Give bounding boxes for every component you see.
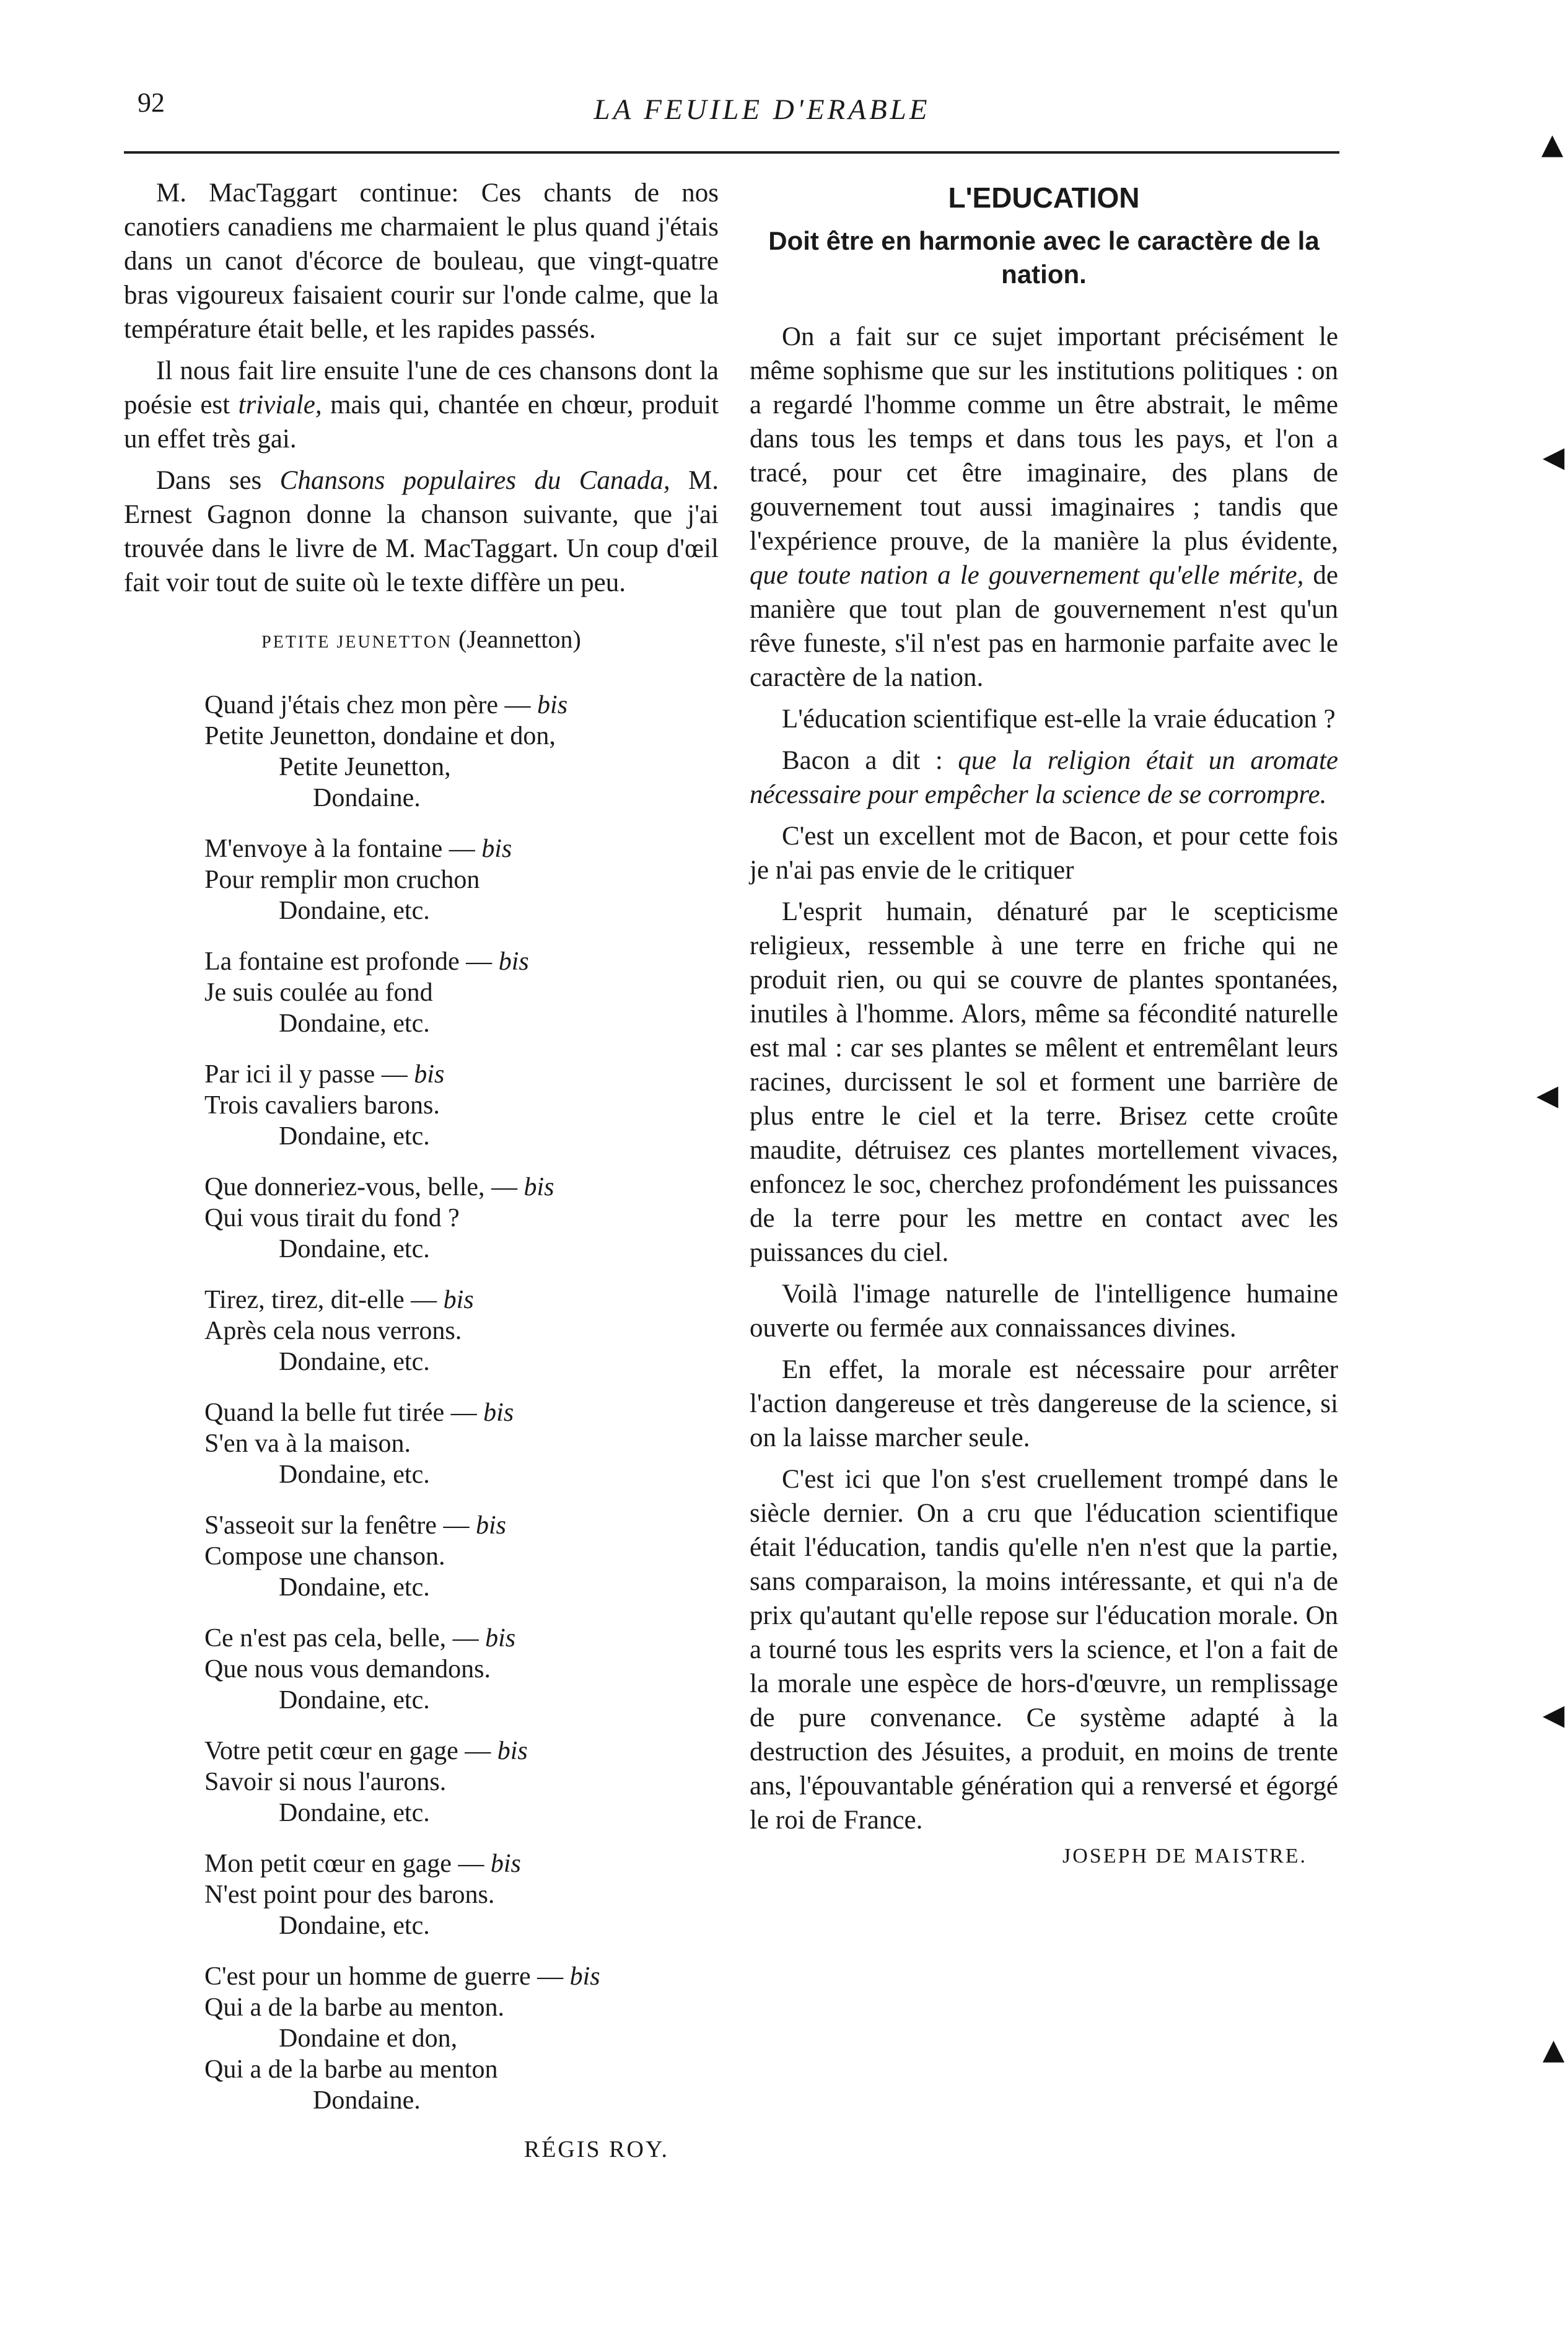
stanza: Quand j'étais chez mon père — bis Petite Jeunetton, dondaine et don, Petite Jeunetton, Dondaine. (204, 691, 568, 812)
page-number: 92 (138, 87, 165, 118)
paragraph: C'est ici que l'on s'est cruellement trompé dans le siècle dernier. On a cru que l'éducation scientifique était l'éducation, tandis qu'elle n'en n'est que la partie, sans comparaison, la moins intéressante, et qui n'a de prix qu'autant qu'elle repose sur l'éducation morale. On a tourné tous les esprits vers la science, et l'on a fait de la morale une espèce de hors-d'œuvre, un remplissage de pure convenance. Ce système adapté à la destruction des Jésuites, a produit, en moins de trente ans, l'épouvantable génération qui a renversé et égorgé le roi de France. (750, 1465, 1338, 1835)
scan-mark-icon: ▲ (1543, 2032, 1565, 2066)
paragraph: L'esprit humain, dénaturé par le scepticisme religieux, ressemble à une terre en friche qui ne produit rien, ou qui se couvre de plantes spontanées, inutiles à l'homme. Alors, même sa fécondité naturelle est mal : car ses plantes se mêlent et entremêlant leurs racines, durcissent le sol et forment une barrière de plus entre le ciel et la terre. Brisez cette croûte maudite, détruisez ces plantes mortellement vivaces, enfoncez le soc, cherchez profondément les puissances de la terre pour les mettre en contact avec les puissances du ciel. (750, 897, 1338, 1267)
stanza: Tirez, tirez, dit-elle — bis Après cela nous verrons. Dondaine, etc. (204, 1286, 474, 1376)
signature: RÉGIS ROY. (523, 2136, 669, 2162)
paragraph: Dans ses Chansons populaires du Canada, M. Ernest Gagnon donne la chanson suivante, que j'ai trouvée dans le livre de M. MacTaggart. Un coup d'œil fait voir tout de suite où le texte diffère un peu. (124, 466, 719, 597)
stanza: M'envoye à la fontaine — bis Pour remplir mon cruchon Dondaine, etc. (204, 835, 512, 925)
running-title: LA FEUILE D'ERABLE (593, 94, 931, 126)
paragraph: L'éducation scientifique est-elle la vraie éducation ? (782, 705, 1336, 734)
article-title: L'EDUCATION (948, 182, 1140, 214)
paragraph: M. MacTaggart continue: Ces chants de nos canotiers canadiens me charmaient le plus quand j'étais dans un canot d'écorce de bouleau, que vingt-quatre bras vigoureux faisaient courir sur l'onde calme, que la température était belle, et les rapides passés. (124, 178, 719, 344)
header-rule (124, 151, 1339, 154)
article-subtitle: Doit être en harmonie avec le caractère de la nation. (768, 226, 1320, 289)
stanza: Par ici il y passe — bis Trois cavaliers barons. Dondaine, etc. (204, 1060, 445, 1151)
paragraph: Il nous fait lire ensuite l'une de ces chansons dont la poésie est triviale, mais qui, chantée en chœur, produit un effet très gai. (124, 356, 719, 454)
scan-mark-icon: ◀ (1543, 440, 1565, 473)
paragraph: En effet, la morale est nécessaire pour arrêter l'action dangereuse et très dangereuse de la science, si on la laisse marcher seule. (750, 1355, 1338, 1452)
stanza: S'asseoit sur la fenêtre — bis Compose une chanson. Dondaine, etc. (204, 1511, 506, 1602)
left-column (124, 176, 719, 2163)
paragraph: Voilà l'image naturelle de l'intelligence humaine ouverte ou fermée aux connaissances divines. (750, 1280, 1338, 1343)
stanza: Mon petit cœur en gage — bis N'est point pour des barons. Dondaine, etc. (204, 1850, 521, 1940)
song-title: PETITE JEUNETTON (Jeannetton) (261, 625, 581, 653)
scan-mark-icon: ◀ (1543, 1698, 1565, 1731)
stanza: Votre petit cœur en gage — bis Savoir si nous l'aurons. Dondaine, etc. (204, 1737, 528, 1827)
scan-mark-icon: ◀ (1536, 1078, 1559, 1112)
paragraph: Bacon a dit : que la religion était un aromate nécessaire pour empêcher la science de se corrompre. (750, 746, 1339, 809)
stanza: C'est pour un homme de guerre — bis Qui a de la barbe au menton. Dondaine et don, Qui a de la barbe au menton Dondaine. (204, 1962, 600, 2115)
stanza: La fontaine est profonde — bis Je suis coulée au fond Dondaine, etc. (204, 947, 529, 1038)
signature: JOSEPH DE MAISTRE. (1062, 1845, 1307, 1868)
stanza: Que donneriez-vous, belle, — bis Qui vous tirait du fond ? Dondaine, etc. (204, 1173, 554, 1263)
paragraph: C'est un excellent mot de Bacon, et pour cette fois je n'ai pas envie de le critiquer (750, 822, 1338, 885)
song (124, 690, 719, 2116)
stanza: Quand la belle fut tirée — bis S'en va à la maison. Dondaine, etc. (204, 1398, 514, 1489)
scan-mark-icon: ▲ (1541, 127, 1564, 160)
stanza: Ce n'est pas cela, belle, — bis Que nous vous demandons. Dondaine, etc. (204, 1624, 516, 1714)
paragraph: On a fait sur ce sujet important précisément le même sophisme que sur les institutions politiques : on a regardé l'homme comme un être abstrait, le même dans tous les temps et dans tous les pays, et l'on a tracé, pour cet être imaginaire, des plans de gouvernement tout aussi imaginaires ; tandis que l'expérience prouve, de la manière la plus évidente, que toute nation a le gouvernement qu'elle mérite, de manière que tout plan de gouvernement n'est qu'un rêve funeste, s'il n'est pas en harmonie parfaite avec le caractère de la nation. (750, 322, 1338, 692)
right-column (750, 176, 1338, 1868)
